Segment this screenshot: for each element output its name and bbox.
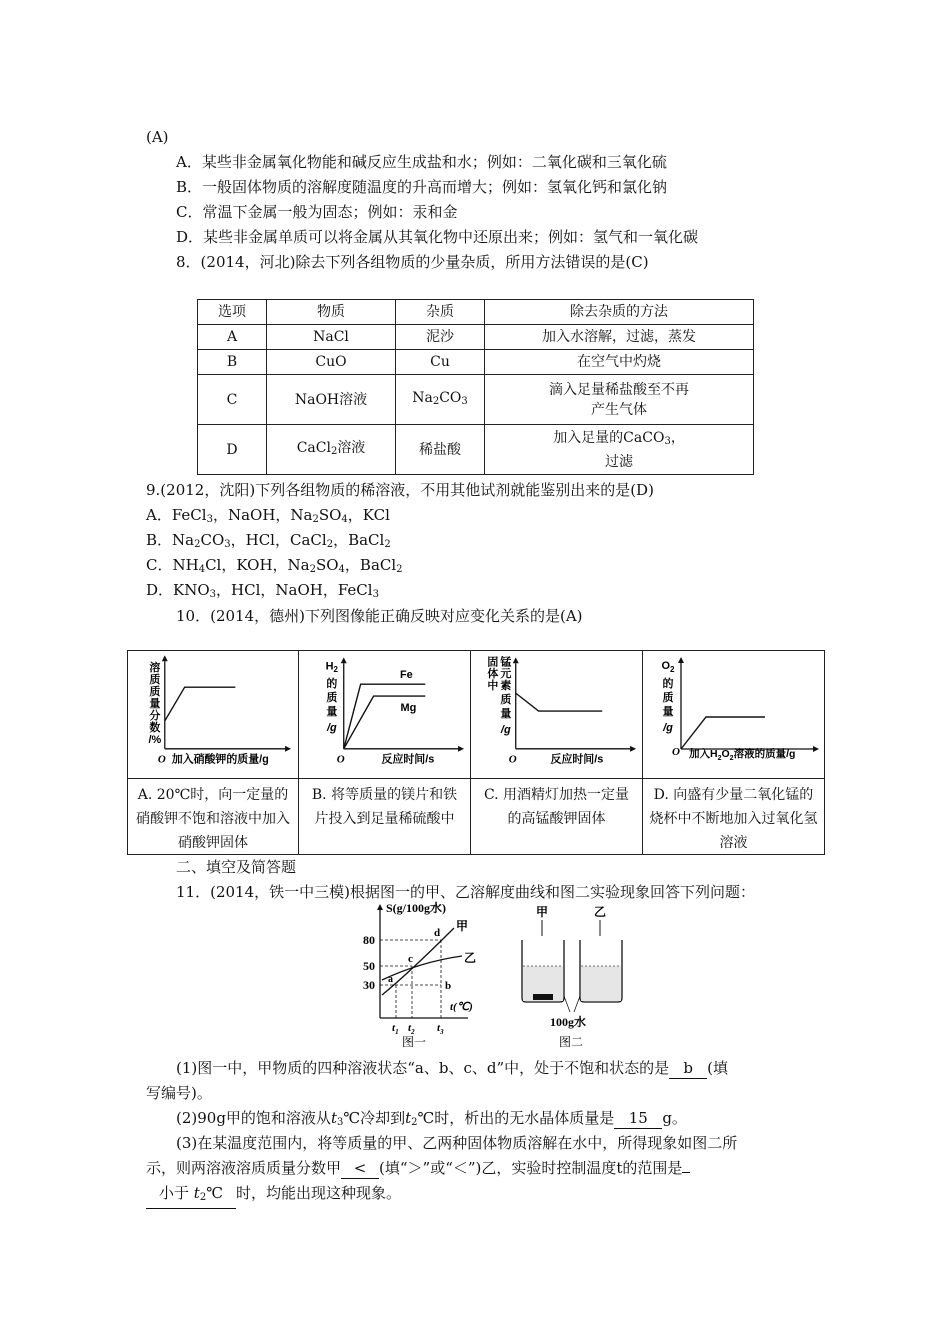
y-arrow [162, 655, 168, 661]
graph-b-caption: B. 将等质量的镁片和铁片投入到足量稀硫酸中 [299, 778, 470, 854]
point-d: d [434, 927, 441, 939]
t: ，NaOH，Na [212, 506, 313, 524]
q11-part1 [176, 1058, 728, 1079]
section-title: 二、填空及简答题 [176, 858, 297, 876]
ylabel-char: $H_2$ [325, 660, 338, 675]
point-a: a [388, 974, 393, 985]
answer-blank [146, 1183, 236, 1209]
s: 2 [326, 539, 334, 550]
xaxis-label: t(℃) [450, 1001, 473, 1013]
answer-blank: b [669, 1058, 707, 1079]
q11-part3: (3)在某温度范围内，将等质量的甲、乙两种固体物质溶解在水中，所得现象如图二所 [176, 1134, 738, 1152]
cell: 稀盐酸 [396, 425, 485, 475]
q11-part3-cont [146, 1158, 690, 1179]
tick-50: 50 [363, 959, 375, 973]
q9-option-b [146, 530, 391, 555]
q7-option-d: D．某些非金属单质可以将金属从其氧化物中还原出来；例如：氢气和一氧化碳 [176, 228, 699, 246]
t: B．Na [146, 531, 195, 549]
t: (填“＞”或“＜”)乙，实验时控制温度t的范围是 [379, 1159, 683, 1177]
curve [165, 687, 236, 721]
ylabel-char: 量 [326, 705, 338, 718]
s: 3 [224, 539, 231, 550]
q10-graph-table [127, 650, 825, 855]
q7-answer: (A) [146, 128, 169, 146]
fig2-caption: 图二 [559, 1035, 584, 1048]
solution-yi [581, 966, 621, 1001]
graph-a-caption: A. 20℃时，向一定量的硝酸钾不饱和溶液中加入硝酸钾固体 [128, 778, 298, 854]
t: (填 [707, 1059, 728, 1077]
formula-part: Na [412, 389, 433, 406]
y-arrow [341, 657, 347, 663]
t: ℃时，析出的无水晶体质量是 [417, 1109, 615, 1127]
ylabel-char: 固 [487, 656, 499, 669]
s: 2 [194, 539, 201, 550]
cell: B [198, 350, 267, 375]
cell: NaCl [267, 325, 396, 350]
y-arrow [377, 904, 383, 910]
t: ，KCl [347, 506, 390, 524]
t: 示，则两溶液溶质质量分数甲 [146, 1159, 342, 1177]
q9-option-c [146, 555, 403, 580]
t: 小于 [159, 1184, 190, 1202]
t: SO [315, 556, 339, 574]
point-b: b [445, 980, 452, 992]
label-jia: 甲 [536, 905, 549, 919]
xlabel: 加入$H_2O_2$溶液的质量/g [689, 748, 796, 762]
undissolved-solid [533, 994, 553, 1000]
q7-option-b: B．一般固体物质的溶解度随温度的升高而增大；例如：氢氧化钙和氯化钠 [176, 178, 668, 196]
yaxis-label: S(g/100g水) [386, 901, 447, 915]
s: 2 [384, 539, 391, 550]
formula-sub: 3 [664, 435, 671, 447]
cell: C [198, 375, 267, 425]
cell: D [198, 425, 267, 475]
t: SO [318, 506, 342, 524]
ylabel-char: 溶 [149, 662, 161, 675]
y-arrow [513, 657, 519, 663]
pointer-water [564, 996, 570, 1012]
q11-part3-end [146, 1183, 401, 1209]
s: 4 [341, 514, 348, 525]
ylabel-char: 数 [149, 721, 161, 734]
ylabel-char: 质 [500, 694, 512, 707]
t: D．KNO [146, 581, 210, 599]
t: 时，均能出现这种现象。 [236, 1184, 402, 1202]
y-arrow [678, 657, 684, 663]
ylabel-char: 元 [500, 668, 512, 681]
formula-sub: 2 [432, 395, 440, 407]
tick-30: 30 [363, 978, 375, 992]
cell: NaOH溶液 [267, 375, 396, 425]
t: ，HCl，NaOH，FeCl [216, 581, 373, 599]
tick-t1: $t_1$ [392, 1022, 399, 1036]
q9-stem: 9.(2012，沈阳)下列各组物质的稀溶液，不用其他试剂就能鉴别出来的是(D) [146, 481, 654, 499]
fig1-caption: 图一 [402, 1035, 427, 1048]
table-row [198, 350, 754, 375]
s: 3 [372, 589, 379, 600]
pointer-water [574, 996, 580, 1012]
s: 3 [206, 514, 213, 525]
graph-d-caption: D. 向盛有少量二氧化锰的烧杯中不断地加入过氧化氢溶液 [643, 778, 824, 854]
tick-t2: $t_2$ [408, 1022, 415, 1036]
q8-table [197, 299, 754, 475]
graph-c-plot [471, 651, 642, 777]
s: 2 [312, 514, 319, 525]
ylabel-char: 质 [662, 692, 674, 704]
t: t [405, 1109, 412, 1127]
q8-header-impurity: 杂质 [396, 300, 485, 325]
q10-stem: 10．(2014，德州)下列图像能正确反映对应变化关系的是(A) [176, 607, 583, 625]
s: 3 [336, 1117, 344, 1128]
table-row [198, 325, 754, 350]
origin: O [157, 753, 166, 766]
t: g。 [662, 1109, 687, 1127]
xlabel: 加入硝酸钾的质量/g [171, 753, 269, 766]
q9-option-d [146, 580, 379, 605]
q11-stem: 11．(2014，铁一中三模)根据图一的甲、乙溶解度曲线和图二实验现象回答下列问题： [176, 883, 755, 901]
ylabel-char: 的 [326, 678, 338, 691]
t: Cl，KOH，Na [205, 556, 310, 574]
ylabel-char: /g [663, 722, 673, 734]
origin: O [336, 753, 345, 766]
ylabel-char: /% [148, 733, 162, 746]
ylabel-char: /g [326, 721, 337, 734]
q7-option-a: A．某些非金属氧化物能和碱反应生成盐和水；例如：二氧化碳和三氧化硫 [176, 153, 667, 171]
label-jia: 甲 [456, 919, 469, 933]
graph-c-caption: C. 用酒精灯加热一定量的高锰酸钾固体 [471, 778, 642, 854]
cell [485, 425, 754, 475]
ylabel-char: 质 [326, 692, 338, 705]
x-arrow [630, 746, 636, 752]
cell [267, 425, 396, 475]
tick-t3: $t_3$ [437, 1022, 444, 1036]
formula-part: 加入足量的CaCO [553, 429, 665, 446]
cell: 加入水溶解，过滤，蒸发 [485, 325, 754, 350]
formula-sub: 2 [330, 445, 338, 457]
formula-part: CO [439, 389, 462, 406]
graph-b [299, 651, 471, 854]
cell: 泥沙 [396, 325, 485, 350]
t: (2)90g甲的饱和溶液从 [176, 1109, 331, 1127]
ylabel-char: 体 [487, 668, 499, 681]
q7-option-c: C．常温下金属一般为固态；例如：汞和金 [176, 203, 458, 221]
q11-part1-cont: 写编号)。 [146, 1084, 212, 1102]
cell [396, 375, 485, 425]
x-arrow [458, 746, 464, 752]
s: 4 [338, 564, 345, 575]
ylabel-char: 中 [487, 680, 499, 693]
cell: CuO [267, 350, 396, 375]
s: 2 [396, 564, 403, 575]
x-arrow [285, 746, 291, 752]
q8-stem: 8．(2014，河北)除去下列各组物质的少量杂质，所用方法错误的是(C) [176, 253, 649, 271]
water-label: 100g水 [550, 1015, 587, 1029]
graph-a-plot [128, 651, 298, 777]
curve-label-fe: Fe [399, 669, 413, 682]
formula-part: 溶液 [337, 439, 366, 456]
formula-sub: 3 [461, 395, 468, 407]
ylabel-char: 锰 [500, 656, 512, 669]
table-row [198, 375, 754, 425]
q8-header-option: 选项 [198, 300, 267, 325]
label-yi: 乙 [594, 905, 607, 919]
answer-blank: 15 [614, 1108, 662, 1129]
ylabel-char: 分 [149, 709, 161, 722]
origin: O [672, 746, 680, 758]
ylabel-char: 量 [149, 698, 161, 711]
cell [485, 375, 754, 425]
cell: Cu [396, 350, 485, 375]
method-line: 滴入足量稀盐酸至不再 [549, 381, 689, 398]
xlabel: 反应时间/s [381, 753, 435, 766]
method-line: 产生气体 [591, 401, 647, 418]
point-c: c [408, 953, 413, 965]
ylabel-char: /g [500, 723, 511, 736]
curve [516, 693, 602, 711]
t: ，HCl，CaCl [230, 531, 327, 549]
t: t [330, 1109, 337, 1127]
ylabel-char: $O_2$ [661, 660, 675, 674]
graph-d [643, 651, 824, 854]
ylabel-char: 的 [662, 678, 674, 690]
t: ℃冷却到 [343, 1109, 406, 1127]
q8-header-method: 除去杂质的方法 [485, 300, 754, 325]
t: t [193, 1184, 200, 1202]
q11-figure-2 [514, 900, 624, 1048]
x-arrow [813, 746, 819, 752]
ylabel-char: 量 [500, 707, 512, 720]
cell: A [198, 325, 267, 350]
graph-a [128, 651, 299, 854]
origin: O [508, 753, 517, 766]
q11-figure-1 [350, 900, 490, 1048]
answer-blank-start [682, 1172, 690, 1173]
s: 3 [209, 589, 217, 600]
q8-header-substance: 物质 [267, 300, 396, 325]
s: 2 [411, 1117, 418, 1128]
answer-blank: < [341, 1158, 379, 1179]
formula-part: CaCl [296, 439, 331, 456]
q9-option-a [146, 505, 390, 530]
graph-d-plot [643, 651, 824, 777]
s: 4 [198, 564, 206, 575]
ylabel-char: 质 [149, 674, 161, 687]
xlabel: 反应时间/s [550, 753, 604, 766]
cell: 在空气中灼烧 [485, 350, 754, 375]
ylabel-char: 素 [500, 680, 512, 693]
s: 2 [199, 1192, 207, 1203]
graph-c [471, 651, 643, 854]
tick-80: 80 [363, 933, 375, 947]
s: 2 [309, 564, 316, 575]
ylabel-char: 质 [149, 686, 161, 699]
method-line [489, 428, 749, 452]
graph-b-plot [299, 651, 470, 777]
t: ，BaCl [344, 556, 397, 574]
t: (1)图一中，甲物质的四种溶液状态“a、b、c、d”中，处于不饱和状态的是 [176, 1059, 670, 1077]
curve-label-mg: Mg [400, 702, 417, 715]
table-row [198, 425, 754, 475]
t: CO [200, 531, 225, 549]
curve [681, 717, 765, 749]
t: C．NH [146, 556, 199, 574]
t: ℃ [206, 1184, 223, 1202]
method-line: 过滤 [605, 453, 633, 470]
ylabel-char: 量 [662, 706, 674, 718]
formula-part: ， [670, 429, 685, 446]
curve-mg [344, 684, 426, 749]
t: A．FeCl [146, 506, 207, 524]
t: ，BaCl [333, 531, 385, 549]
label-yi: 乙 [464, 951, 477, 965]
q11-part2 [176, 1108, 687, 1133]
